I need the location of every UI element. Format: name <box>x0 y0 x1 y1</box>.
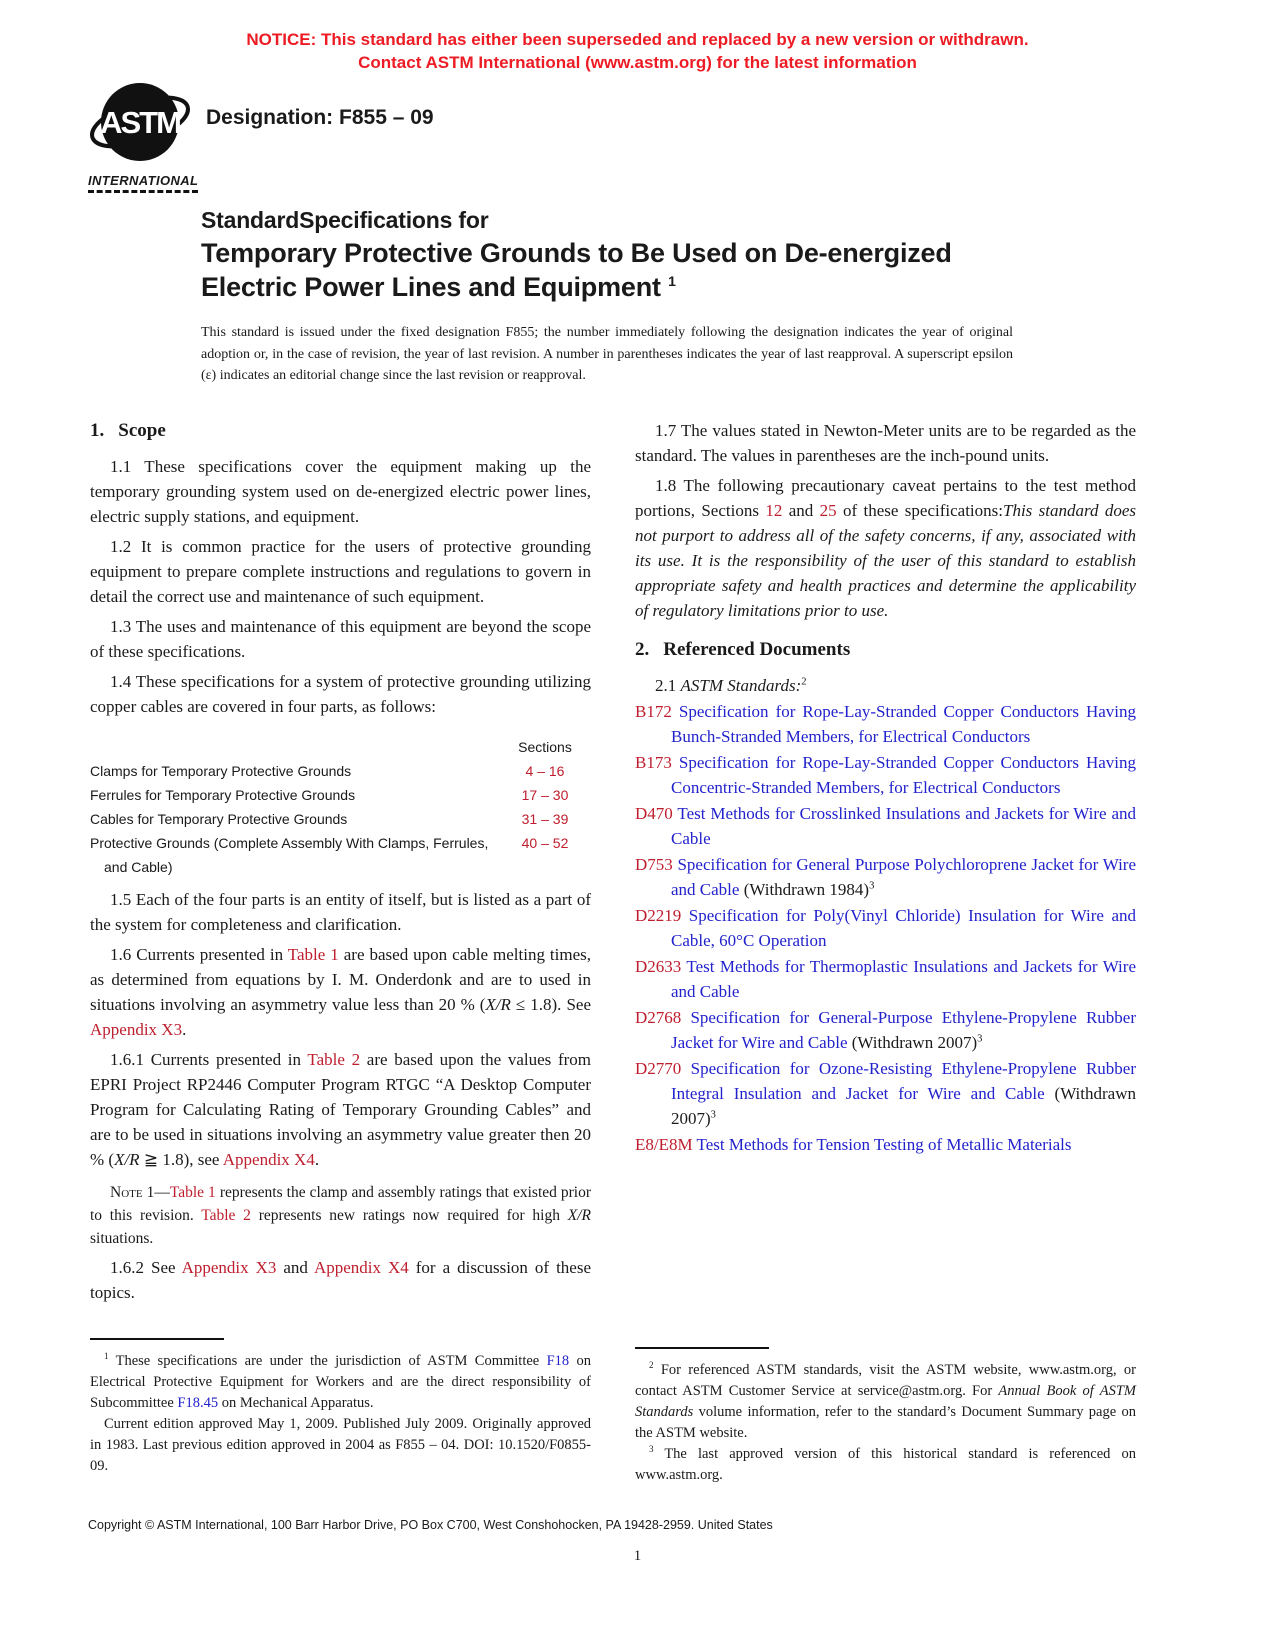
table-row <box>90 807 591 831</box>
text-run: Annual Book of ASTM Standards <box>635 1383 1136 1420</box>
right-footnote-block <box>635 1347 1136 1486</box>
astm-logo-icon <box>88 80 192 172</box>
text-run: X/R <box>485 995 511 1014</box>
text-run: X/R <box>567 1207 591 1224</box>
para-1-5: 1.5 Each of the four parts is an entity of itself, but is listed as a part of the system for completeness and clarification. <box>90 890 591 934</box>
internal-reference-link[interactable]: Appendix X3 <box>90 1020 183 1039</box>
table-row <box>90 759 591 783</box>
page-number: 1 <box>633 1548 642 1564</box>
text-run: ASTM Standards: <box>680 676 802 695</box>
para-1-6 <box>90 942 591 1042</box>
text-run: (Withdrawn 2007) <box>671 1084 1136 1128</box>
row-label: Protective Grounds (Complete Assembly With Clamps, Ferrules, <box>90 835 489 851</box>
internal-reference-link[interactable]: E8/E8M <box>635 1135 693 1154</box>
internal-reference-link[interactable]: D2770 <box>635 1059 682 1078</box>
standard-link[interactable]: Specification for General Purpose Polychloroprene Jacket for Wire and Cable <box>671 855 1136 899</box>
reference-item <box>635 801 1136 851</box>
internal-reference-link[interactable]: Table 2 <box>307 1050 361 1069</box>
reference-item <box>635 1132 1136 1157</box>
standard-link[interactable]: Test Methods for Crosslinked Insulations and Jackets for Wire and Cable <box>671 804 1136 848</box>
internal-reference-link[interactable]: D2768 <box>635 1008 682 1027</box>
text-run: For referenced ASTM standards, visit the ASTM website, www.astm.org, or contact ASTM Customer Service at service@astm.org. For <box>635 1362 1136 1399</box>
text-run: ≤ 1.8). See <box>510 995 591 1014</box>
text-run: 3 <box>710 1109 716 1121</box>
table-row <box>90 831 591 855</box>
text-run: 1 <box>668 273 676 289</box>
reference-item <box>635 1005 1136 1055</box>
internal-reference-link[interactable]: B173 <box>635 753 672 772</box>
scope-heading-number: 1. <box>90 420 105 441</box>
internal-reference-link[interactable]: Appendix X4 <box>222 1150 315 1169</box>
text-run: 3 <box>977 1033 983 1045</box>
para-1-2: 1.2 It is common practice for the users of protective grounding equipment to prepare complete instructions and regulations to govern in detail the correct use and maintenance of such equipment. <box>90 537 591 606</box>
row-label-continuation: and Cable) <box>104 859 173 875</box>
text-run: represents the clamp and assembly ratings that existed prior to this revision. <box>90 1184 592 1224</box>
para-1-6-1 <box>90 1047 591 1172</box>
text-run: ≧ 1.8), see <box>139 1150 223 1169</box>
para-2-1 <box>635 673 1136 698</box>
internal-reference-link[interactable]: D2219 <box>635 906 682 925</box>
internal-reference-link[interactable]: Table 1 <box>287 945 339 964</box>
text-run: 1 <box>104 1351 109 1362</box>
para-1-3: 1.3 The uses and maintenance of this equipment are beyond the scope of these specifications. <box>90 617 591 661</box>
text-run: on Mechanical Apparatus. <box>218 1395 374 1411</box>
reference-item <box>635 903 1136 953</box>
text-run: and <box>782 501 820 520</box>
left-column <box>90 418 591 1533</box>
row-label: Cables for Temporary Protective Grounds <box>90 811 348 827</box>
standard-link[interactable]: Specification for Ozone-Resisting Ethylene-Propylene Rubber Integral Insulation and Jacket for Wire and Cable <box>671 1059 1136 1103</box>
internal-reference-link[interactable]: Appendix X4 <box>313 1258 409 1277</box>
text-run: represents new ratings now required for high <box>250 1207 568 1224</box>
text-run: (Withdrawn 1984) <box>739 880 870 899</box>
internal-reference-link[interactable]: D2633 <box>635 957 682 976</box>
notice-banner <box>0 28 1275 74</box>
internal-reference-link[interactable]: Table 1 <box>169 1184 216 1201</box>
text-run: 1.6 Currents presented in <box>110 945 288 964</box>
issuance-note: This standard is issued under the fixed designation F855; the number immediately following the designation indicates the year of original adoption or, in the case of revision, the year of last revision. A number in parentheses indicates the year of last reapproval. A superscript epsilon (ε) indicates an editorial change since the last revision or reapproval. <box>201 325 1013 383</box>
text-run: for a discussion of these topics. <box>90 1258 591 1302</box>
text-run: 2 <box>801 676 807 688</box>
internal-reference-link[interactable]: 12 <box>765 501 783 520</box>
scope-heading-title: Scope <box>118 420 166 441</box>
sections-table <box>90 735 591 879</box>
para-1-4: 1.4 These specifications for a system of protective grounding utilizing copper cables are covered in four parts, as follows: <box>90 672 591 716</box>
internal-reference-link[interactable]: Appendix X3 <box>181 1258 277 1277</box>
text-run: . <box>182 1020 187 1039</box>
text-run: (Withdrawn 2007) <box>847 1033 978 1052</box>
title-line-3 <box>201 270 1031 304</box>
text-run: situations. <box>90 1230 154 1247</box>
sections-table-header-row <box>90 735 591 759</box>
designation-text: Designation: F855 – 09 <box>206 106 434 129</box>
internal-reference-link[interactable]: D753 <box>635 855 673 874</box>
referenced-documents-heading <box>635 639 1136 661</box>
standard-link[interactable]: Specification for Poly(Vinyl Chloride) Insulation for Wire and Cable, 60°C Operation <box>671 906 1136 950</box>
right-column <box>635 418 1136 1533</box>
reference-item <box>635 1056 1136 1131</box>
referenced-documents-title: Referenced Documents <box>663 639 851 660</box>
text-run: on Electrical Protective Equipment for Workers and are the direct responsibility of Subcommittee <box>90 1353 592 1411</box>
reference-item <box>635 699 1136 749</box>
table-row <box>90 783 591 807</box>
table-row-continuation <box>90 855 591 879</box>
reference-item <box>635 852 1136 902</box>
text-run: 1.6.1 Currents presented in <box>110 1050 308 1069</box>
title-line-2: Temporary Protective Grounds to Be Used on De-energized <box>201 238 952 268</box>
row-section-range[interactable]: 31 – 39 <box>521 811 569 827</box>
text-run: and <box>276 1258 314 1277</box>
document-title <box>201 204 1031 304</box>
footnote-rule <box>90 1338 224 1340</box>
referenced-documents-number: 2. <box>635 639 650 660</box>
standard-link[interactable]: Specification for Rope-Lay-Stranded Copper Conductors Having Bunch-Stranded Members, for Electrical Conductors <box>671 702 1136 746</box>
astm-logo <box>88 80 198 193</box>
text-run: 1.6.2 See <box>110 1258 182 1277</box>
scope-heading <box>90 420 591 442</box>
internal-reference-link[interactable]: Table 2 <box>201 1207 251 1224</box>
standard-link[interactable]: F18 <box>546 1353 570 1369</box>
para-1-1: 1.1 These specifications cover the equipment making up the temporary grounding system used on de-energized electric power lines, electric supply stations, and equipment. <box>90 457 591 526</box>
reference-item <box>635 954 1136 1004</box>
astm-international-label: INTERNATIONAL <box>88 173 198 193</box>
text-run: of these specifications: <box>836 501 1003 520</box>
copyright-text: Copyright © ASTM International, 100 Barr Harbor Drive, PO Box C700, West Conshohocken, PA 19428-2959. United States <box>88 1518 773 1532</box>
text-run: This standard does not purport to address all of the safety concerns, if any, associated with its use. It is the responsibility of the user of this standard to establish appropriate safety and health practices and determine the applicability of regulatory limitations prior to use. <box>635 501 1137 620</box>
standard-link[interactable]: Test Methods for Thermoplastic Insulations and Jackets for Wire and Cable <box>671 957 1136 1001</box>
text-run: 3 <box>649 1444 654 1455</box>
note-1 <box>90 1181 591 1250</box>
text-run: volume information, refer to the standard’s Document Summary page on the ASTM website. <box>635 1404 1136 1441</box>
footnote-3 <box>635 1444 1136 1486</box>
row-section-range[interactable]: 40 – 52 <box>521 835 569 851</box>
standard-link[interactable]: Specification for General-Purpose Ethylene-Propylene Rubber Jacket for Wire and Cable <box>671 1008 1136 1052</box>
standard-link[interactable]: Test Methods for Tension Testing of Metallic Materials <box>692 1135 1072 1154</box>
para-1-6-2 <box>90 1255 591 1305</box>
two-column-body <box>90 418 1136 1533</box>
text-run: X/R <box>114 1150 140 1169</box>
notice-line-1: NOTICE: This standard has either been superseded and replaced by a new version or withdrawn. <box>246 30 1029 49</box>
notice-line-2: Contact ASTM International (www.astm.org) for the latest information <box>358 53 917 72</box>
text-run: Electric Power Lines and Equipment <box>201 272 669 302</box>
text-run: Note 1— <box>110 1184 170 1201</box>
text-run: are based upon the values from EPRI Project RP2446 Computer Program RTGC “A Desktop Computer Program for Calculating Rating of Temporary Grounding Cables” and are to be used in situations involving an asymmetry value greater then 20 % ( <box>90 1050 591 1169</box>
text-run: 2 <box>649 1360 654 1371</box>
row-label: Clamps for Temporary Protective Grounds <box>90 763 352 779</box>
sections-column-header: Sections <box>518 739 572 755</box>
footnote-2 <box>635 1360 1136 1444</box>
standard-link[interactable]: Specification for Rope-Lay-Stranded Copper Conductors Having Concentric-Stranded Members, for Electrical Conductors <box>671 753 1136 797</box>
row-section-range[interactable]: 17 – 30 <box>521 787 569 803</box>
internal-reference-link[interactable]: B172 <box>635 702 672 721</box>
text-run: 3 <box>869 880 875 892</box>
footnote-1 <box>90 1351 591 1414</box>
row-label: Ferrules for Temporary Protective Grounds <box>90 787 356 803</box>
text-run: . <box>314 1150 320 1169</box>
text-run: 1.8 The following precautionary caveat pertains to the test method portions, Sections <box>635 476 1136 520</box>
text-run: are based upon cable melting times, as determined from equations by I. M. Onderdonk and are to used in situations involving an asymmetry value less than 20 % ( <box>90 945 591 1014</box>
para-1-7: 1.7 The values stated in Newton-Meter units are to be regarded as the standard. The values in parentheses are the inch-pound units. <box>635 421 1136 465</box>
para-1-8 <box>635 473 1136 623</box>
standard-link[interactable]: F18.45 <box>177 1395 219 1411</box>
title-kicker: StandardSpecifications for <box>201 207 489 233</box>
text-run: The last approved version of this historical standard is referenced on www.astm.org. <box>635 1446 1136 1483</box>
reference-item <box>635 750 1136 800</box>
text-run: These specifications are under the jurisdiction of ASTM Committee <box>108 1353 547 1369</box>
footnote-1-continued: Current edition approved May 1, 2009. Published July 2009. Originally approved in 1983. Last previous edition approved in 2004 as F855 – 04. DOI: 10.1520/F0855-09. <box>90 1416 591 1474</box>
internal-reference-link[interactable]: 25 <box>819 501 837 520</box>
internal-reference-link[interactable]: D470 <box>635 804 673 823</box>
row-section-range[interactable]: 4 – 16 <box>525 763 565 779</box>
left-footnote-block <box>90 1338 591 1477</box>
svg-text:ASTM: ASTM <box>100 105 180 140</box>
footnote-rule <box>635 1347 769 1349</box>
text-run: 2.1 <box>655 676 681 695</box>
